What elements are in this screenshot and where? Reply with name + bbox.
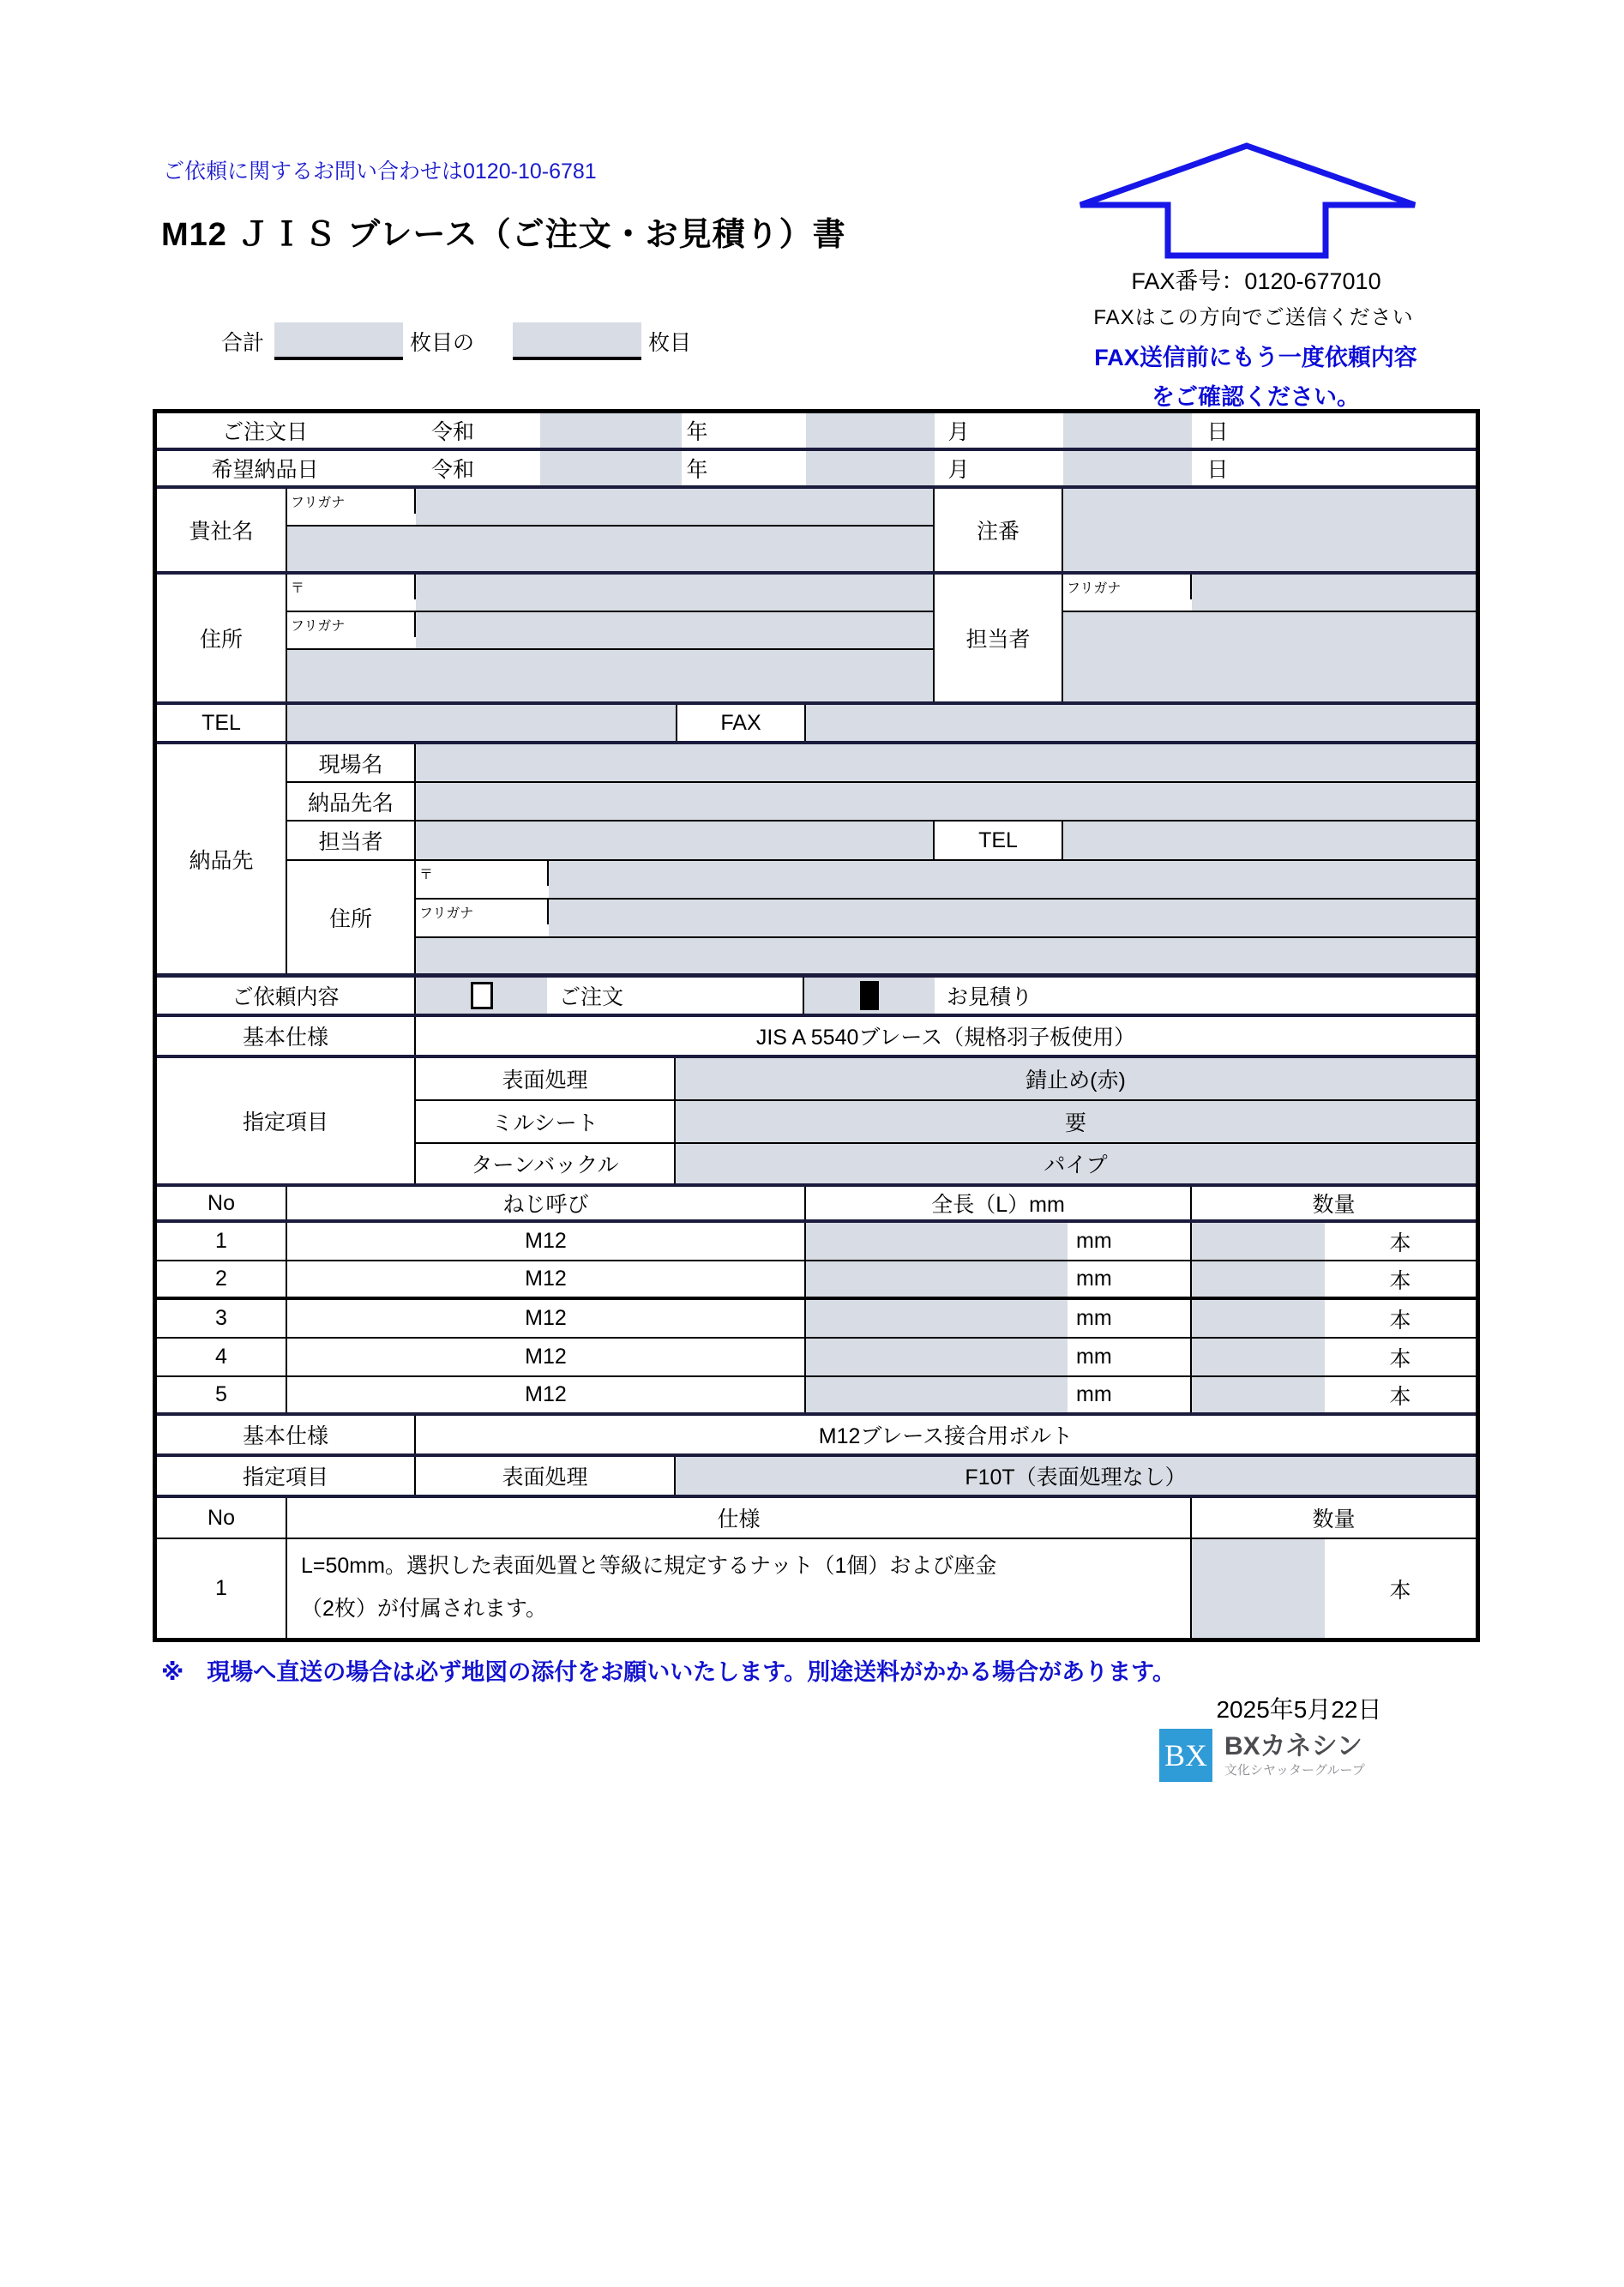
- delivery-address-label: 住所: [287, 861, 416, 973]
- item-row-4: [157, 1339, 1476, 1377]
- unit-mm-label: mm: [1076, 1229, 1112, 1253]
- person-label: 担当者: [935, 575, 1063, 701]
- unit-mm-label: mm: [1076, 1382, 1112, 1406]
- specified-label: 指定項目: [157, 1058, 416, 1183]
- item-qty-input[interactable]: [1192, 1339, 1325, 1375]
- bolt-header-no: No: [157, 1498, 287, 1538]
- day-label: 日: [1206, 458, 1229, 482]
- delivery-date-row: [157, 451, 1476, 489]
- delivery-tel-label: TEL: [935, 822, 1063, 859]
- unit-mm-label: mm: [1076, 1345, 1112, 1369]
- site-name-input[interactable]: [416, 744, 1476, 781]
- fax-direction-arrow-icon: [1079, 141, 1422, 262]
- items-header-row: [157, 1187, 1476, 1223]
- unit-hon-label: 本: [1389, 1346, 1411, 1371]
- fax-input[interactable]: [806, 705, 1476, 741]
- sheet-of-label: 枚目の: [410, 331, 475, 355]
- item-length-input[interactable]: [806, 1300, 1068, 1337]
- item-screw: M12: [287, 1300, 806, 1337]
- bolt-surface-value[interactable]: F10T（表面処理なし）: [676, 1457, 1476, 1495]
- tel-label: TEL: [157, 705, 287, 741]
- item-qty-input[interactable]: [1192, 1223, 1325, 1260]
- person-furigana-input[interactable]: [1192, 575, 1476, 611]
- company-label: 貴社名: [157, 489, 287, 571]
- delivery-furigana-input[interactable]: [549, 900, 1476, 936]
- address-block: [157, 575, 1476, 705]
- postal-mark: 〒: [287, 575, 416, 599]
- delivery-date-label: 希望納品日: [211, 458, 319, 482]
- sheet-page-input[interactable]: [513, 322, 641, 360]
- order-form-table: [153, 409, 1480, 1642]
- items-header-no: No: [157, 1187, 287, 1219]
- fax-warning-line1: FAX送信前にもう一度依頼内容: [1094, 345, 1417, 370]
- order-date-row: [157, 413, 1476, 451]
- bolt-row-no: 1: [157, 1539, 287, 1638]
- request-label: ご依頼内容: [157, 978, 416, 1014]
- delivery-tel-input[interactable]: [1063, 822, 1476, 859]
- issue-date: 2025年5月22日: [1216, 1696, 1382, 1723]
- items-header-screw: ねじ呼び: [287, 1187, 806, 1219]
- surface-label: 表面処理: [416, 1058, 676, 1099]
- delivery-block: [157, 744, 1476, 978]
- item-qty-input[interactable]: [1192, 1377, 1325, 1412]
- logo-group-name: 文化シヤッターグループ: [1224, 1763, 1365, 1778]
- delivery-person-input[interactable]: [416, 822, 935, 859]
- basic-spec-row: [157, 1017, 1476, 1058]
- year-label: 年: [686, 458, 708, 482]
- fax-label: FAX: [677, 705, 806, 741]
- bolt-qty-input[interactable]: [1192, 1539, 1325, 1638]
- item-screw: M12: [287, 1261, 806, 1297]
- item-screw: M12: [287, 1377, 806, 1412]
- month-label: 月: [947, 458, 970, 482]
- delivery-address-input[interactable]: [416, 938, 1476, 973]
- fax-direction-note: FAXはこの方向でご送信ください: [1093, 306, 1414, 329]
- person-name-input[interactable]: [1063, 612, 1476, 701]
- sheet-page-label: 枚目: [648, 331, 692, 355]
- delivery-furigana-label: フリガナ: [416, 900, 549, 924]
- turnbuckle-label: ターンバックル: [416, 1144, 676, 1183]
- item-row-3: [157, 1300, 1476, 1339]
- delivery-name-input[interactable]: [416, 783, 1476, 820]
- option-estimate[interactable]: [804, 978, 1476, 1014]
- tel-input[interactable]: [287, 705, 677, 741]
- delivery-name-label: 納品先名: [287, 783, 416, 820]
- option-order-label: ご注文: [559, 985, 624, 1009]
- unit-hon-label: 本: [1389, 1231, 1411, 1255]
- company-furigana-label: フリガナ: [287, 489, 416, 514]
- bolt-basic-spec-label: 基本仕様: [157, 1416, 416, 1453]
- item-qty-input[interactable]: [1192, 1261, 1325, 1297]
- bolt-spec-line2: （2枚）が付属されます。: [301, 1597, 547, 1621]
- request-type-row: [157, 978, 1476, 1017]
- delivery-month-input[interactable]: [806, 451, 935, 485]
- item-screw: M12: [287, 1339, 806, 1375]
- bx-logo-icon: BX: [1159, 1729, 1212, 1782]
- items-header-qty: 数量: [1312, 1193, 1356, 1217]
- delivery-year-input[interactable]: [540, 451, 682, 485]
- item-length-input[interactable]: [806, 1261, 1068, 1297]
- bolt-row-1: [157, 1539, 1476, 1638]
- order-no-label: 注番: [935, 489, 1063, 571]
- unit-hon-label: 本: [1389, 1308, 1411, 1333]
- bolt-header-qty: 数量: [1312, 1508, 1356, 1532]
- delivery-person-label: 担当者: [287, 822, 416, 859]
- bolt-header-row: [157, 1498, 1476, 1539]
- era-label: 令和: [430, 458, 474, 482]
- site-label: 現場名: [287, 744, 416, 781]
- logo-company-name: BXカネシン: [1224, 1732, 1362, 1760]
- contact-phone-line: ご依頼に関するお問い合わせは0120-10-6781: [163, 159, 597, 184]
- bolt-basic-spec-row: [157, 1416, 1476, 1457]
- address-furigana-input[interactable]: [416, 612, 933, 648]
- item-no: 3: [157, 1300, 287, 1337]
- estimate-checkbox-checked-icon[interactable]: [860, 981, 879, 1010]
- item-no: 5: [157, 1377, 287, 1412]
- unit-hon-label: 本: [1389, 1268, 1411, 1293]
- millsheet-value[interactable]: 要: [676, 1101, 1476, 1142]
- unit-mm-label: mm: [1076, 1306, 1112, 1330]
- address-input[interactable]: [287, 650, 933, 701]
- turnbuckle-value[interactable]: パイプ: [676, 1144, 1476, 1183]
- era-label: 令和: [430, 420, 474, 444]
- bolt-header-spec: 仕様: [287, 1498, 1192, 1538]
- person-furigana-label: フリガナ: [1063, 575, 1192, 599]
- delivery-day-input[interactable]: [1063, 451, 1192, 485]
- item-length-input[interactable]: [806, 1223, 1068, 1260]
- month-label: 月: [947, 420, 970, 444]
- postal-code-input[interactable]: [416, 575, 933, 611]
- bolt-specified-label: 指定項目: [157, 1457, 416, 1495]
- item-row-5: [157, 1377, 1476, 1416]
- item-length-input[interactable]: [806, 1339, 1068, 1375]
- order-no-input[interactable]: [1063, 489, 1476, 571]
- sheet-total-label: 合計: [221, 331, 265, 355]
- basic-spec-value: JIS A 5540ブレース（規格羽子板使用）: [755, 1026, 1136, 1050]
- bolt-basic-spec-value: M12ブレース接合用ボルト: [818, 1424, 1074, 1448]
- basic-spec-label: 基本仕様: [157, 1017, 416, 1055]
- delivery-label: 納品先: [157, 744, 287, 973]
- unit-hon-label: 本: [1389, 1384, 1411, 1409]
- sheet-count-row: [221, 322, 691, 360]
- item-length-input[interactable]: [806, 1377, 1068, 1412]
- option-order[interactable]: [416, 978, 804, 1014]
- company-logo: [1159, 1729, 1365, 1782]
- shipping-note: ※ 現場へ直送の場合は必ず地図の添付をお願いいたします。別途送料がかかる場合があります。: [161, 1659, 1176, 1685]
- year-label: 年: [686, 420, 708, 444]
- address-furigana-label: フリガナ: [287, 612, 416, 637]
- bolt-unit-label: 本: [1389, 1578, 1411, 1603]
- fax-number: FAX番号：0120-677010: [1131, 268, 1381, 294]
- item-no: 1: [157, 1223, 287, 1260]
- bolt-spec-line1: L=50mm。選択した表面処置と等級に規定するナット（1個）および座金: [301, 1554, 997, 1578]
- item-screw: M12: [287, 1223, 806, 1260]
- sheet-total-input[interactable]: [274, 322, 403, 360]
- order-date-label: ご注文日: [221, 420, 308, 444]
- tel-fax-row: [157, 705, 1476, 744]
- company-name-input[interactable]: [287, 527, 933, 571]
- company-furigana-input[interactable]: [416, 489, 933, 525]
- item-row-2: [157, 1261, 1476, 1300]
- bolt-specified-row: [157, 1457, 1476, 1498]
- surface-value[interactable]: 錆止め(赤): [676, 1058, 1476, 1099]
- company-block: [157, 489, 1476, 575]
- order-month-input[interactable]: [806, 413, 935, 448]
- order-year-input[interactable]: [540, 413, 682, 448]
- item-row-1: [157, 1223, 1476, 1261]
- specified-items-block: [157, 1058, 1476, 1187]
- item-qty-input[interactable]: [1192, 1300, 1325, 1337]
- option-estimate-label: お見積り: [947, 985, 1033, 1009]
- address-label: 住所: [157, 575, 287, 701]
- delivery-postal-mark: 〒: [416, 861, 549, 886]
- order-checkbox-unchecked-icon[interactable]: [471, 982, 493, 1009]
- millsheet-label: ミルシート: [416, 1101, 676, 1142]
- fax-warning-line2: をご確認ください。: [1152, 384, 1360, 410]
- page-title: M12 ＪＩＳ ブレース（ご注文・お見積り）書: [161, 217, 846, 253]
- order-day-input[interactable]: [1063, 413, 1192, 448]
- items-header-length: 全長（L）mm: [806, 1187, 1192, 1219]
- unit-mm-label: mm: [1076, 1267, 1112, 1291]
- delivery-postal-input[interactable]: [549, 861, 1476, 898]
- day-label: 日: [1206, 420, 1229, 444]
- bolt-surface-label: 表面処理: [416, 1457, 676, 1495]
- item-no: 4: [157, 1339, 287, 1375]
- item-no: 2: [157, 1261, 287, 1297]
